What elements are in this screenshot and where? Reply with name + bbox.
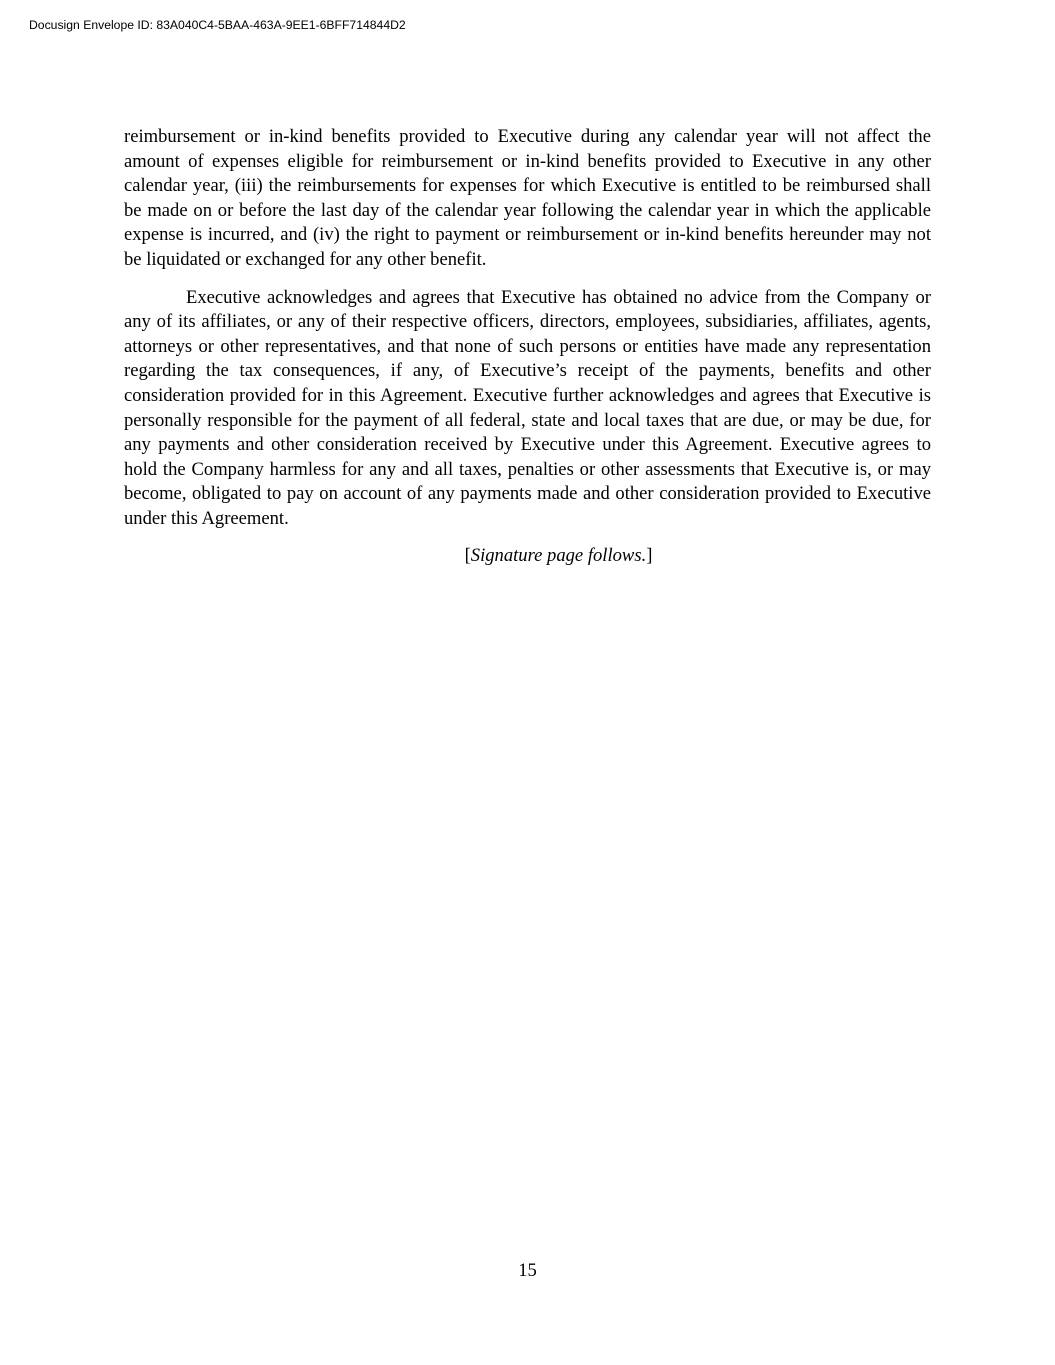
docusign-envelope-id: Docusign Envelope ID: 83A040C4-5BAA-463A-9EE1-6BFF714844D2	[29, 18, 406, 32]
signature-note-text: Signature page follows.	[470, 545, 647, 566]
signature-note-close-bracket: ]	[646, 545, 653, 566]
signature-page-note	[0, 545, 1055, 567]
signature-note-open-bracket: [	[464, 545, 471, 566]
paragraph-tax-acknowledgement: Executive acknowledges and agrees that Executive has obtained no advice from the Company or any of its affiliates, or any of their respective officers, directors, employees, subsidiaries, affiliates, agents, attorneys or other representatives, and that none of such persons or entities have made any representation regarding the tax consequences, if any, of Executive’s receipt of the payments, benefits and other consideration provided for in this Agreement. Executive further acknowledges and agrees that Executive is personally responsible for the payment of all federal, state and local taxes that are due, or may be due, for any payments and other consideration received by Executive under this Agreement. Executive agrees to hold the Company harmless for any and all taxes, penalties or other assessments that Executive is, or may become, obligated to pay on account of any payments made and other consideration provided to Executive under this Agreement.	[124, 286, 931, 529]
page-number: 15	[518, 1260, 537, 1281]
document-body	[124, 125, 931, 532]
paragraph-reimbursement: reimbursement or in-kind benefits provided to Executive during any calendar year will not affect the amount of expenses eligible for reimbursement or in-kind benefits provided to Executive in any other calendar year, (iii) the reimbursements for expenses for which Executive is entitled to be reimbursed shall be made on or before the last day of the calendar year following the calendar year in which the applicable expense is incurred, and (iv) the right to payment or reimbursement or in-kind benefits hereunder may not be liquidated or exchanged for any other benefit.	[124, 126, 931, 270]
